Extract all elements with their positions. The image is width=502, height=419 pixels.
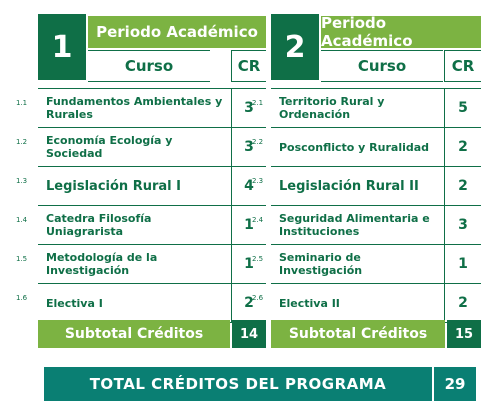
- course-index: 2.2: [252, 138, 264, 146]
- course-name: Posconflicto y Ruralidad: [279, 140, 430, 154]
- course-credits: 1: [231, 245, 266, 283]
- course-name: Legislación Rural II: [279, 178, 419, 194]
- course-credits: 5: [444, 89, 481, 127]
- course-index: 2.5: [252, 255, 264, 263]
- course-name: Seguridad Alimentaria e Instituciones: [279, 212, 430, 238]
- period-number: 1: [38, 14, 86, 80]
- course-index: 1.5: [16, 255, 28, 263]
- course-row: [252, 128, 481, 167]
- course-name: Metodología de la Investigación: [46, 251, 158, 277]
- course-row: [16, 284, 266, 323]
- course-credits: 3: [231, 128, 266, 166]
- subtotal-label: Subtotal Créditos: [271, 320, 445, 348]
- period-panel-2: [252, 14, 481, 348]
- course-row: [16, 206, 266, 245]
- course-row: [16, 88, 266, 128]
- course-list: [16, 88, 266, 323]
- column-header-cr: CR: [444, 50, 481, 82]
- period-header: Periodo Académico: [321, 16, 481, 48]
- course-credits: 4: [231, 167, 266, 205]
- course-name: Seminario de Investigación: [279, 251, 363, 277]
- course-index: 1.3: [16, 177, 28, 185]
- course-name: Fundamentos Ambientales y Rurales: [46, 95, 223, 121]
- course-row: [16, 167, 266, 206]
- course-list: [252, 88, 481, 323]
- course-credits: 3: [444, 206, 481, 244]
- course-index: 1.4: [16, 216, 28, 224]
- course-row: [16, 128, 266, 167]
- course-name: Catedra Filosofía Uniagrarista: [46, 212, 152, 238]
- course-credits: 2: [444, 284, 481, 322]
- course-credits: 3: [231, 89, 266, 127]
- course-index: 1.1: [16, 99, 28, 107]
- period-header: Periodo Académico: [88, 16, 266, 48]
- period-number: 2: [271, 14, 319, 80]
- course-row: [252, 206, 481, 245]
- subtotal-value: 15: [447, 320, 481, 348]
- course-credits: 1: [231, 206, 266, 244]
- course-credits: 2: [444, 167, 481, 205]
- course-index: 2.3: [252, 177, 264, 185]
- course-index: 2.4: [252, 216, 264, 224]
- course-index: 1.6: [16, 294, 28, 302]
- total-bar: [44, 367, 476, 401]
- course-name: Economía Ecología y Sociedad: [46, 134, 173, 160]
- course-index: 2.1: [252, 99, 264, 107]
- course-credits: 1: [444, 245, 481, 283]
- course-name: Electiva II: [279, 296, 340, 310]
- subtotal-bar: [38, 320, 266, 348]
- period-panel-1: [16, 14, 266, 348]
- course-index: 1.2: [16, 138, 28, 146]
- subtotal-value: 14: [232, 320, 266, 348]
- subtotal-label: Subtotal Créditos: [38, 320, 230, 348]
- total-value: 29: [432, 367, 476, 401]
- subtotal-bar: [271, 320, 481, 348]
- column-header-cr: CR: [231, 50, 266, 82]
- course-name: Electiva I: [46, 296, 103, 310]
- column-header-course: Curso: [88, 50, 210, 82]
- course-row: [252, 88, 481, 128]
- total-label: TOTAL CRÉDITOS DEL PROGRAMA: [44, 367, 432, 401]
- course-name: Legislación Rural I: [46, 178, 181, 194]
- course-credits: 2: [231, 284, 266, 322]
- course-row: [252, 245, 481, 284]
- course-row: [252, 167, 481, 206]
- course-row: [16, 245, 266, 284]
- course-credits: 2: [444, 128, 481, 166]
- course-row: [252, 284, 481, 323]
- column-header-course: Curso: [321, 50, 443, 82]
- course-name: Territorio Rural y Ordenación: [279, 95, 385, 121]
- course-index: 2.6: [252, 294, 264, 302]
